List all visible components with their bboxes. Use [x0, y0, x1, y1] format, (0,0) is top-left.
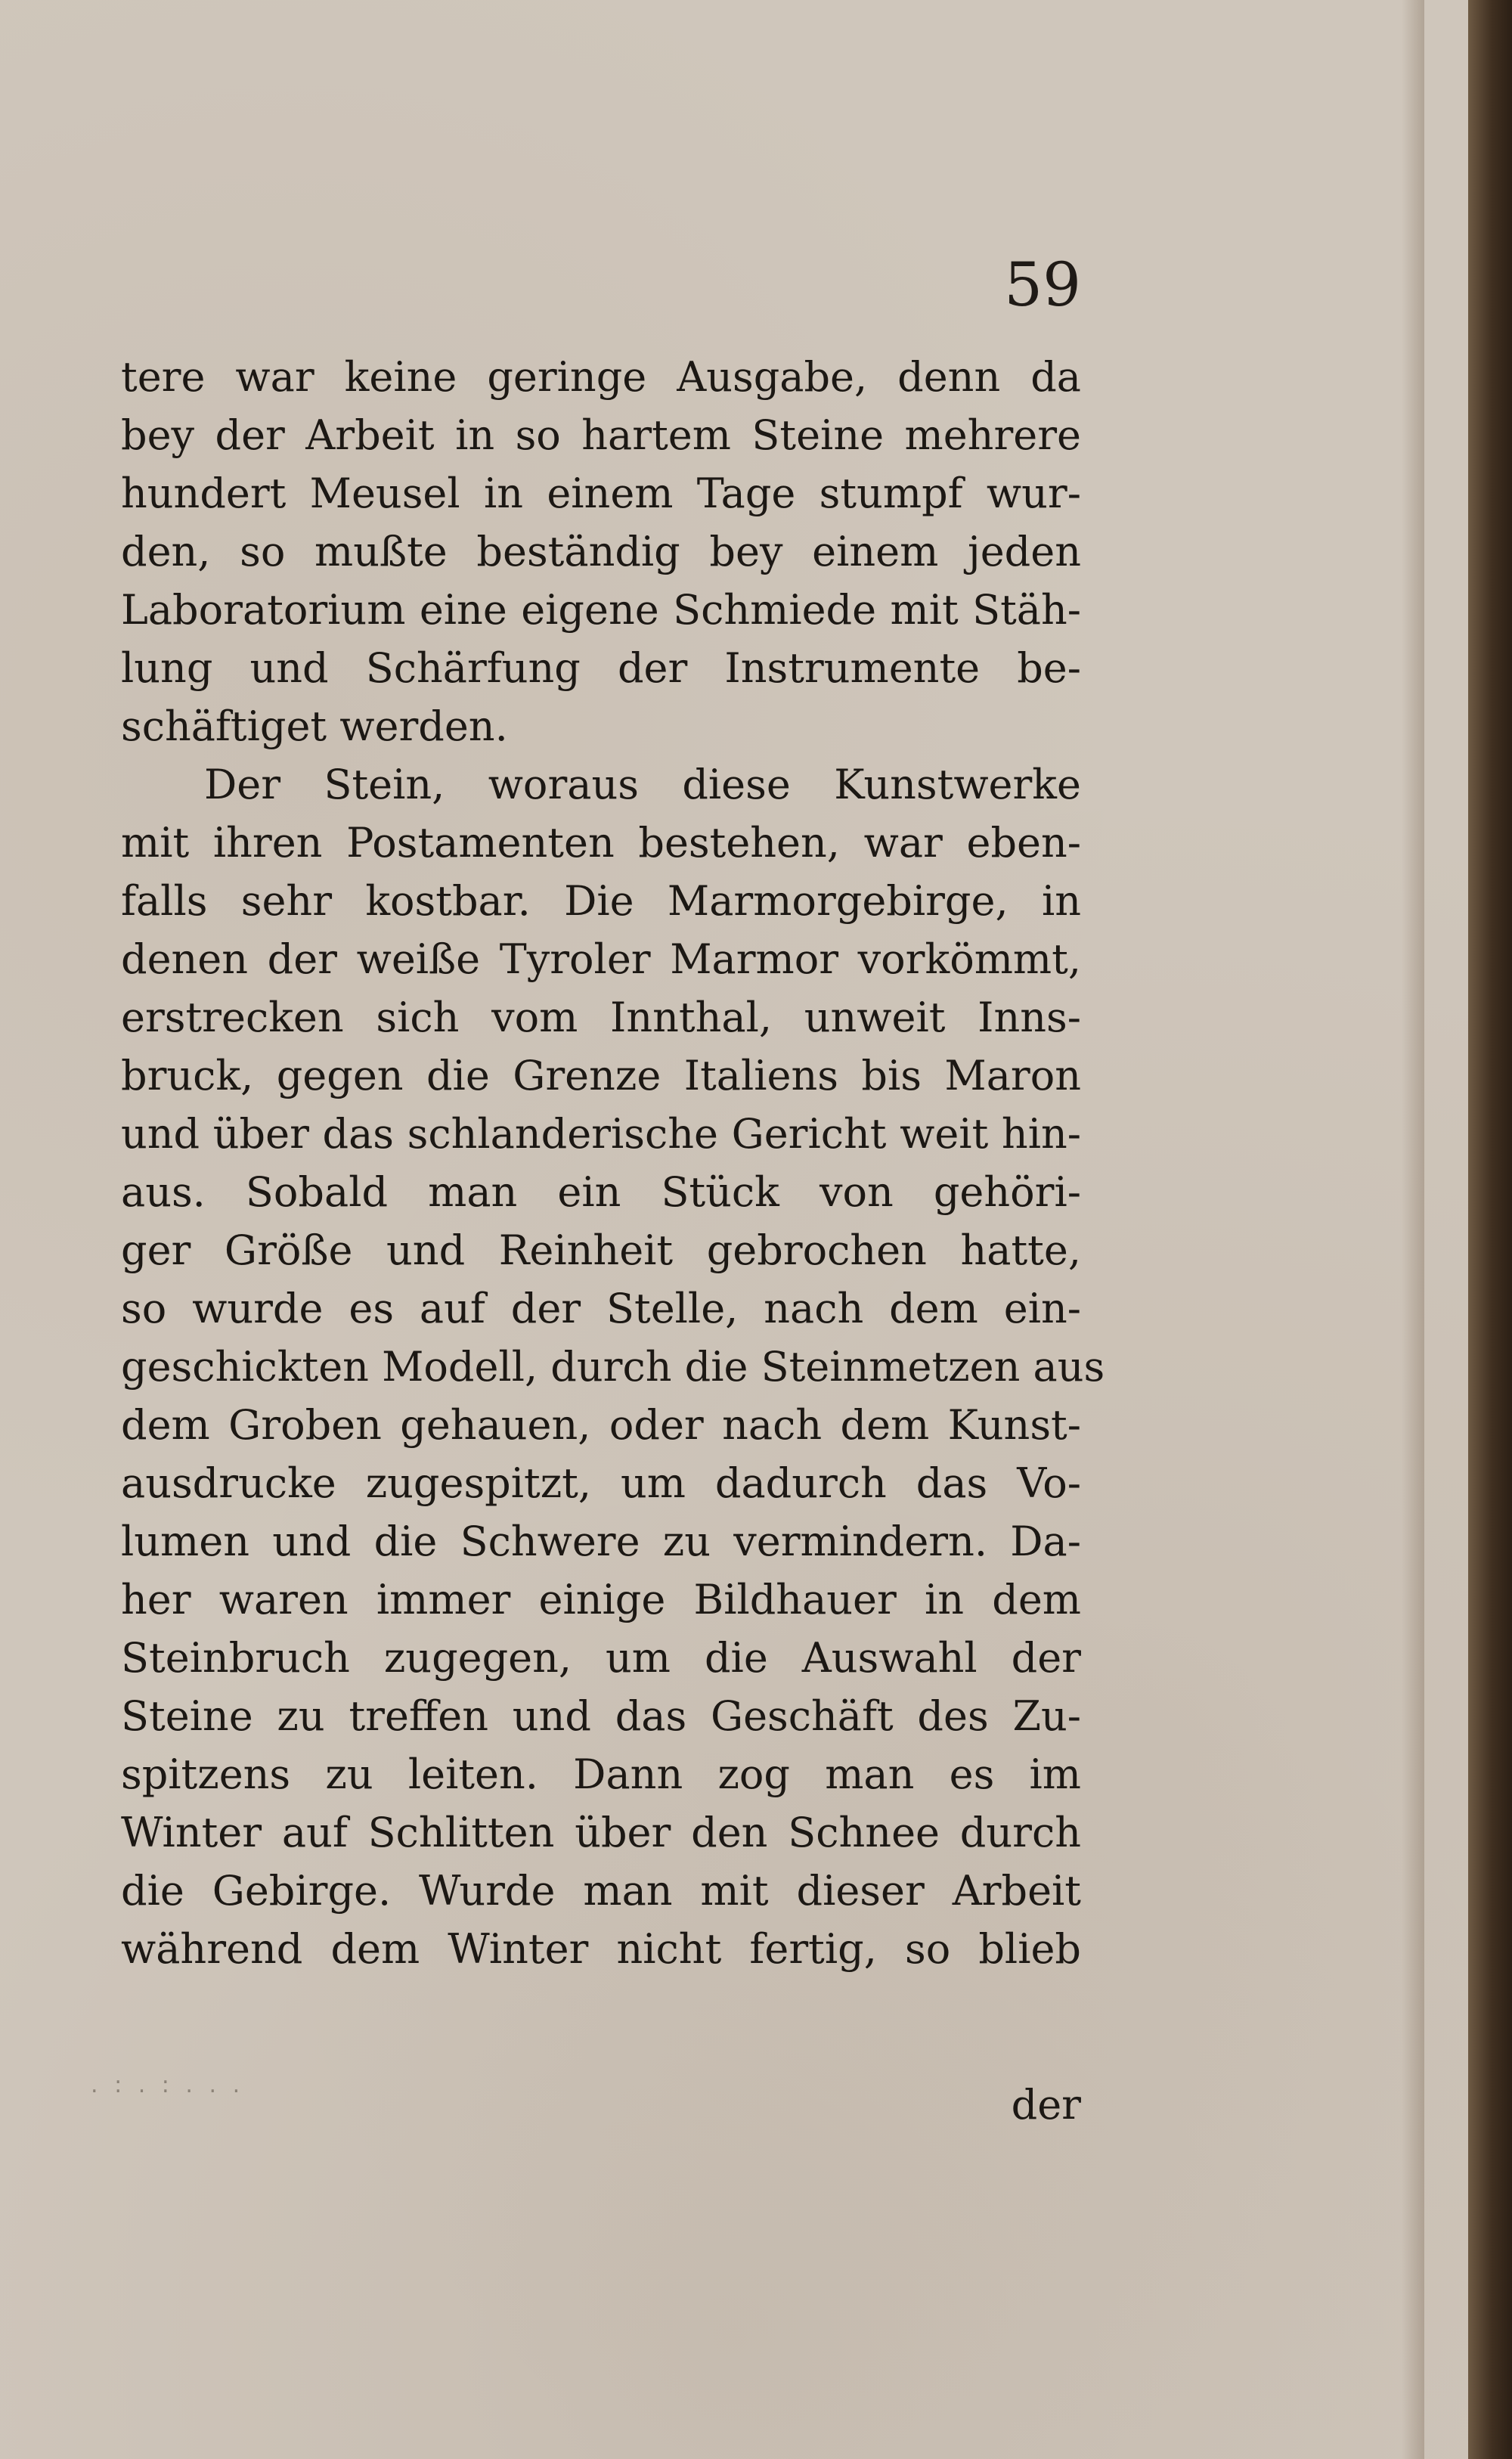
text-line: während dem Winter nicht fertig, so blieb	[121, 1925, 1081, 1973]
page-number: 59	[1004, 250, 1081, 320]
text-line: Laboratorium eine eigene Schmiede mit Stäh-	[121, 586, 1081, 634]
text-line: die Gebirge. Wurde man mit dieser Arbeit	[121, 1867, 1081, 1915]
text-line: mit ihren Postamenten bestehen, war eben-	[121, 819, 1081, 867]
text-line: den, so mußte beständig bey einem jeden	[121, 528, 1081, 575]
text-line: und über das schlanderische Gericht weit hin-	[121, 1110, 1081, 1158]
text-line: lung und Schärfung der Instrumente be-	[121, 644, 1081, 692]
text-line: dem Groben gehauen, oder nach dem Kunst-	[121, 1401, 1081, 1449]
text-line: hundert Meusel in einem Tage stumpf wur-	[121, 470, 1081, 517]
text-line: bruck, gegen die Grenze Italiens bis Maron	[121, 1052, 1081, 1099]
text-line: her waren immer einige Bildhauer in dem	[121, 1576, 1081, 1623]
text-line: so wurde es auf der Stelle, nach dem ein-	[121, 1285, 1081, 1332]
page-edge-shadow	[1402, 0, 1424, 2459]
text-line: falls sehr kostbar. Die Marmorgebirge, in	[121, 877, 1081, 925]
text-line: tere war keine geringe Ausgabe, denn da	[121, 353, 1081, 401]
text-line: Der Stein, woraus diese Kunstwerke	[204, 761, 1081, 808]
text-line: denen der weiße Tyroler Marmor vorkömmt,	[121, 935, 1081, 983]
text-line: Steine zu treffen und das Geschäft des Zu-	[121, 1692, 1081, 1740]
text-line: geschickten Modell, durch die Steinmetzen aus	[121, 1343, 1105, 1391]
text-line: Winter auf Schlitten über den Schnee durch	[121, 1809, 1081, 1856]
text-line: bey der Arbeit in so hartem Steine mehrere	[121, 411, 1081, 459]
text-line: aus. Sobald man ein Stück von gehöri-	[121, 1168, 1081, 1216]
body-text	[121, 348, 1105, 1978]
text-line: spitzens zu leiten. Dann zog man es im	[121, 1750, 1081, 1798]
book-spine	[1468, 0, 1512, 2459]
text-line: ausdrucke zugespitzt, um dadurch das Vo-	[121, 1459, 1081, 1507]
text-line: Steinbruch zugegen, um die Auswahl der	[121, 1634, 1081, 1682]
text-line: lumen und die Schwere zu vermindern. Da-	[121, 1518, 1081, 1565]
print-specks: . : . : . . .	[91, 2072, 245, 2098]
text-line: schäftiget werden.	[121, 702, 508, 750]
text-line: ger Größe und Reinheit gebrochen hatte,	[121, 1226, 1081, 1274]
text-line: erstrecken sich vom Innthal, unweit Inns-	[121, 994, 1081, 1041]
catchword: der	[1011, 2081, 1081, 2129]
